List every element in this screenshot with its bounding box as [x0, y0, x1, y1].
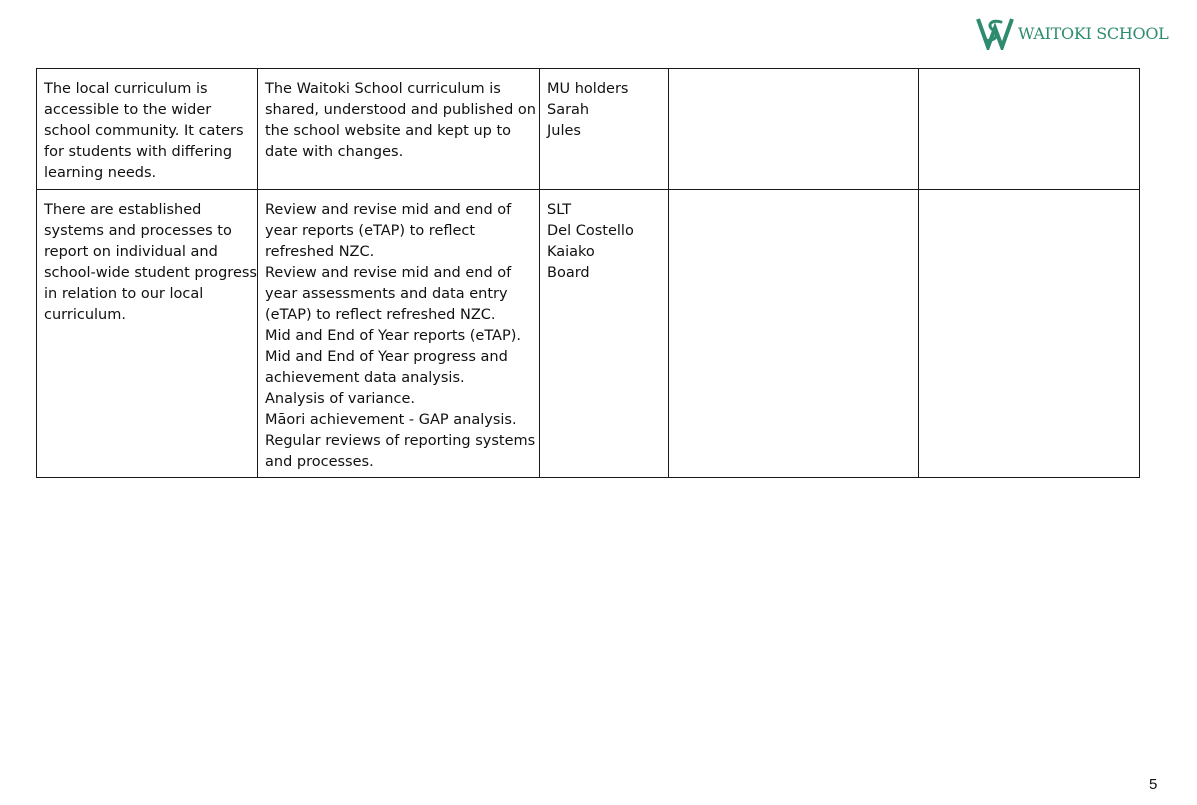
school-name: WAITOKI SCHOOL	[1018, 23, 1169, 43]
responsible-line: SLT	[547, 202, 572, 218]
action-line: Regular reviews of reporting systems	[265, 433, 536, 449]
action-line: the school website and kept up to	[265, 123, 512, 139]
action-line: Mid and End of Year reports (eTAP).	[265, 328, 521, 344]
outcome-cell	[37, 69, 258, 190]
outcome-line: accessible to the wider	[44, 102, 212, 118]
outcome-line: learning needs.	[44, 165, 157, 181]
action-line: (eTAP) to reflect refreshed NZC.	[265, 307, 496, 323]
actions-cell	[258, 69, 540, 190]
responsible-line: Jules	[547, 123, 581, 139]
empty-cell	[919, 69, 1140, 190]
action-line: and processes.	[265, 454, 374, 470]
action-line: year reports (eTAP) to reflect	[265, 223, 476, 239]
action-line: Review and revise mid and end of	[265, 265, 512, 281]
action-line: date with changes.	[265, 144, 404, 160]
action-line: Māori achievement - GAP analysis.	[265, 412, 517, 428]
outcome-line: school community. It caters	[44, 123, 244, 139]
table-row	[37, 190, 1140, 478]
outcome-line: There are established	[44, 202, 202, 218]
responsible-cell	[540, 69, 669, 190]
outcome-line: The local curriculum is	[44, 81, 208, 97]
responsible-line: Board	[547, 265, 590, 281]
empty-cell	[919, 190, 1140, 478]
outcome-line: systems and processes to	[44, 223, 232, 239]
responsible-cell	[540, 190, 669, 478]
outcome-line: in relation to our local	[44, 286, 204, 302]
action-line: shared, understood and published on	[265, 102, 536, 118]
table-row	[37, 69, 1140, 190]
school-logo	[975, 16, 1169, 50]
action-line: Review and revise mid and end of	[265, 202, 512, 218]
outcome-cell	[37, 190, 258, 478]
empty-cell	[669, 69, 919, 190]
outcome-line: for students with differing	[44, 144, 233, 160]
responsible-line: Sarah	[547, 102, 590, 118]
action-line: Analysis of variance.	[265, 391, 415, 407]
outcome-line: report on individual and	[44, 244, 218, 260]
school-logo-icon	[975, 16, 1015, 50]
curriculum-plan-table	[36, 68, 1140, 478]
action-line: year assessments and data entry	[265, 286, 508, 302]
action-line: achievement data analysis.	[265, 370, 465, 386]
action-line: The Waitoki School curriculum is	[265, 81, 501, 97]
outcome-line: school-wide student progress	[44, 265, 257, 281]
responsible-line: Del Costello	[547, 223, 634, 239]
page-number: 5	[1149, 776, 1158, 793]
action-line: Mid and End of Year progress and	[265, 349, 508, 365]
actions-cell	[258, 190, 540, 478]
empty-cell	[669, 190, 919, 478]
responsible-line: MU holders	[547, 81, 629, 97]
action-line: refreshed NZC.	[265, 244, 375, 260]
responsible-line: Kaiako	[547, 244, 595, 260]
outcome-line: curriculum.	[44, 307, 126, 323]
